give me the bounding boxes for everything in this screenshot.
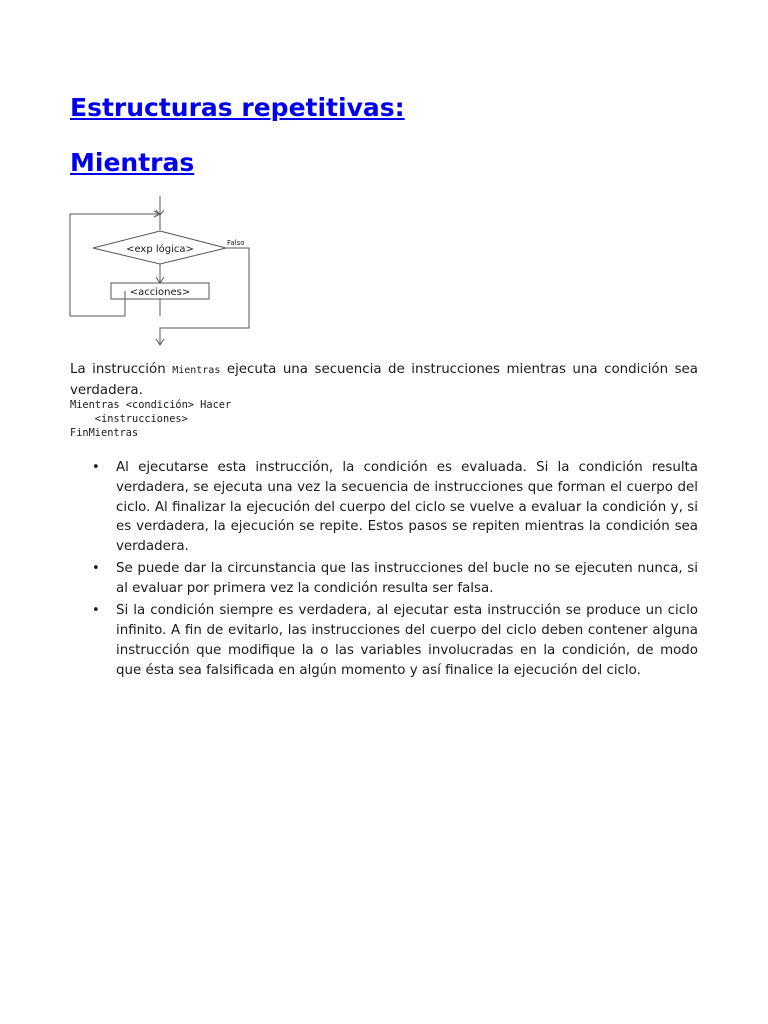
bullet-text: Se puede dar la circunstancia que las instrucciones del bucle no se ejecuten nunca, si al evaluar por primera vez la condición resulta ser falsa.	[116, 561, 698, 597]
code-line: <instrucciones>	[70, 413, 188, 425]
bullet-item	[70, 601, 698, 680]
code-line: FinMientras	[70, 427, 139, 439]
page-title-link[interactable]: Estructuras repetitivas:	[70, 93, 405, 122]
bullet-item	[70, 559, 698, 599]
intro-text-start: La instrucción	[70, 362, 173, 377]
bullet-text: Al ejecutarse esta instrucción, la condición es evaluada. Si la condición resulta verdadera, se ejecuta una vez la secuencia de instrucciones que forman el cuerpo del ciclo. Al finalizar la ejecución del cuerpo del ciclo se vuelve a evaluar la condición y, si es verdadera, la ejecución se repite. Estos pasos se repiten mientras la condición sea verdadera.	[116, 460, 698, 555]
bullet-icon: •	[92, 460, 100, 475]
condition-label: <exp lógica>	[126, 244, 194, 255]
bullet-text: Si la condición siempre es verdadera, al ejecutar esta instrucción se produce un ciclo infinito. A fin de evitarlo, las instrucciones del cuerpo del ciclo deben contener alguna instrucción que modifique la o las variables involucradas en la condición, de modo que ésta sea falsificada en algún momento y así finalice la ejecución del ciclo.	[116, 603, 698, 678]
section-title-link[interactable]: Mientras	[70, 148, 195, 177]
while-flowchart	[64, 196, 260, 348]
code-line: Mientras <condición> Hacer	[70, 399, 232, 411]
intro-keyword: Mientras	[172, 365, 221, 376]
bullet-list	[70, 458, 698, 683]
bullet-icon: •	[92, 603, 100, 619]
pseudocode-block	[70, 398, 231, 440]
bullet-item	[70, 458, 698, 557]
false-label: Falso	[227, 239, 245, 247]
loop-back-line	[70, 214, 158, 316]
intro-paragraph	[70, 360, 698, 401]
intro-text-end: ejecuta una secuencia de instrucciones mientras una condición sea verdadera.	[70, 362, 699, 398]
action-label: <acciones>	[129, 287, 191, 298]
bullet-icon: •	[92, 561, 100, 577]
